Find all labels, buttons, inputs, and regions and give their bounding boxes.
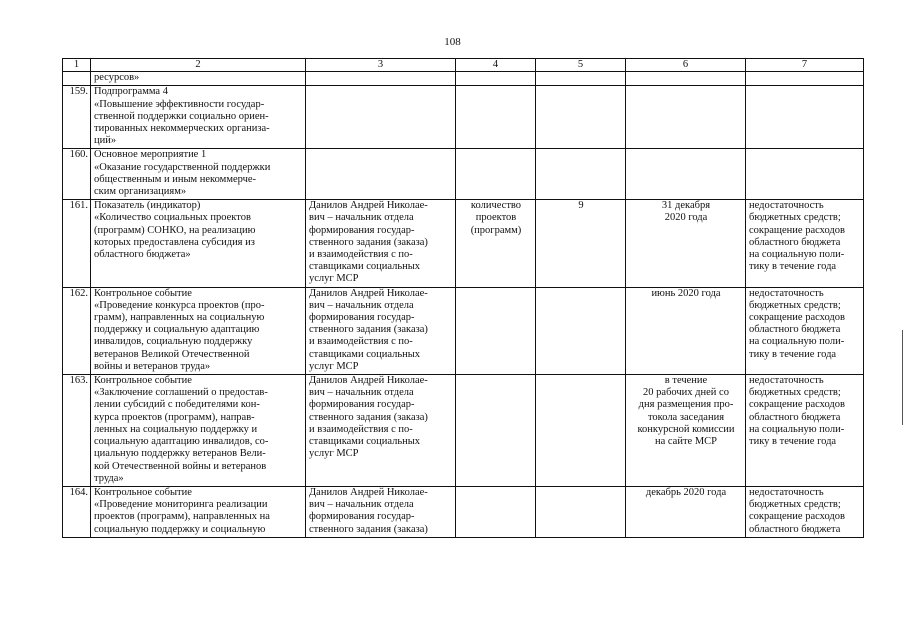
- cell-line: проектов (программ), направленных на: [94, 511, 270, 523]
- cell-line: областного бюджета: [749, 236, 841, 248]
- cell-line: бюджетных средств;: [749, 387, 841, 399]
- deadline-cell: [626, 486, 746, 537]
- cell-line: ставщиками социальных: [309, 261, 421, 273]
- cell-line: вич – начальник отдела: [309, 299, 414, 311]
- cell-line: проектов: [475, 212, 517, 224]
- cell-line: недостаточность: [749, 375, 824, 387]
- row-number-cell: 159.: [63, 86, 91, 149]
- cell-line: формирования государ-: [309, 511, 415, 523]
- cell-line: Основное мероприятие 1: [94, 149, 207, 161]
- cell-line: бюджетных средств;: [749, 299, 841, 311]
- cell-line: количество: [470, 200, 522, 212]
- cell-line: и взаимодействия с по-: [309, 336, 413, 348]
- row-number-cell: 160.: [63, 149, 91, 200]
- cell-line: бюджетных средств;: [749, 499, 841, 511]
- cell-line: «Заключение соглашений о предостав-: [94, 387, 268, 399]
- value-cell: [536, 72, 626, 86]
- cell-line: ственной поддержки социально ориен-: [94, 110, 269, 122]
- table-row: [63, 200, 864, 287]
- risks-cell: [746, 486, 864, 537]
- cell-line: (программ): [470, 224, 522, 236]
- value-cell: [536, 375, 626, 487]
- cell-line: формирования государ-: [309, 224, 415, 236]
- cell-line: вич – начальник отдела: [309, 499, 414, 511]
- cell-line: ским организациям»: [94, 186, 187, 198]
- row-number-cell: 162.: [63, 287, 91, 374]
- value-cell: 9: [536, 200, 626, 287]
- row-number-cell: [63, 72, 91, 86]
- value-cell: [536, 287, 626, 374]
- risks-cell: [746, 149, 864, 200]
- cell-line: которых предоставлена субсидия из: [94, 236, 255, 248]
- deadline-cell: [626, 287, 746, 374]
- cell-line: в течение: [664, 375, 708, 387]
- cell-line: Данилов Андрей Николае-: [309, 486, 428, 498]
- cell-line: инвалидов, социальную поддержку: [94, 336, 253, 348]
- cell-line: услуг МСР: [309, 448, 359, 460]
- column-header: 5: [536, 59, 626, 72]
- cell-line: 31 декабря: [661, 200, 711, 212]
- cell-line: ленных на социальную поддержку и: [94, 423, 258, 435]
- description-cell: [91, 375, 306, 487]
- cell-line: общественным и иным некоммерче-: [94, 173, 257, 185]
- responsible-cell: [306, 287, 456, 374]
- table-row: [63, 149, 864, 200]
- unit-cell: [456, 200, 536, 287]
- deadline-cell: [626, 149, 746, 200]
- cell-line: на социальную поли-: [749, 423, 845, 435]
- value-cell: [536, 149, 626, 200]
- responsible-cell: [306, 72, 456, 86]
- cell-line: «Оказание государственной поддержки: [94, 161, 271, 173]
- cell-line: «Повышение эффективности государ-: [94, 98, 265, 110]
- cell-line: областного бюджета: [749, 523, 841, 535]
- cell-line: лении субсидий с победителями кон-: [94, 399, 260, 411]
- unit-cell: [456, 375, 536, 487]
- cell-line: токола заседания: [647, 411, 725, 423]
- responsible-cell: [306, 375, 456, 487]
- cell-line: ственного задания (заказа): [309, 236, 428, 248]
- cell-line: циальную поддержку ветеранов Вели-: [94, 448, 266, 460]
- cell-line: кой Отечественной войны и ветеранов: [94, 460, 267, 472]
- cell-line: недостаточность: [749, 486, 824, 498]
- responsible-cell: [306, 149, 456, 200]
- cell-line: поддержку и социальную адаптацию: [94, 324, 260, 336]
- scan-edge-mark: [902, 330, 903, 425]
- column-header: 7: [746, 59, 864, 72]
- cell-line: ственного задания (заказа): [309, 324, 428, 336]
- column-number-row: [63, 59, 864, 72]
- column-header: 3: [306, 59, 456, 72]
- column-header: 4: [456, 59, 536, 72]
- description-cell: [91, 200, 306, 287]
- cell-line: конкурсной комиссии: [637, 423, 735, 435]
- unit-cell: [456, 149, 536, 200]
- cell-line: на сайте МСР: [654, 436, 718, 448]
- cell-line: тированных некоммерческих организа-: [94, 123, 270, 135]
- unit-cell: [456, 72, 536, 86]
- cell-line: декабрь 2020 года: [645, 486, 727, 498]
- cell-line: Контрольное событие: [94, 375, 192, 387]
- deadline-cell: [626, 200, 746, 287]
- cell-line: «Проведение мониторинга реализации: [94, 499, 268, 511]
- cell-line: Данилов Андрей Николае-: [309, 200, 428, 212]
- cell-line: услуг МСР: [309, 273, 359, 285]
- description-cell: [91, 287, 306, 374]
- cell-line: формирования государ-: [309, 312, 415, 324]
- cell-line: и взаимодействия с по-: [309, 249, 413, 261]
- responsible-cell: [306, 200, 456, 287]
- cell-line: тику в течение года: [749, 261, 837, 273]
- table-row: [63, 287, 864, 374]
- unit-cell: [456, 287, 536, 374]
- risks-cell: [746, 86, 864, 149]
- value-cell: [536, 86, 626, 149]
- risks-cell: [746, 375, 864, 487]
- cell-line: социальную адаптацию инвалидов, со-: [94, 436, 269, 448]
- cell-line: вич – начальник отдела: [309, 387, 414, 399]
- column-header: 1: [63, 59, 91, 72]
- cell-line: и взаимодействия с по-: [309, 423, 413, 435]
- unit-cell: [456, 486, 536, 537]
- cell-line: сокращение расходов: [749, 224, 845, 236]
- table-row: [63, 72, 864, 86]
- cell-line: ставщиками социальных: [309, 436, 421, 448]
- risks-cell: [746, 287, 864, 374]
- table-row: [63, 375, 864, 487]
- cell-line: услуг МСР: [309, 360, 359, 372]
- cell-line: недостаточность: [749, 200, 824, 212]
- cell-line: сокращение расходов: [749, 312, 845, 324]
- cell-line: недостаточность: [749, 287, 824, 299]
- cell-line: ций»: [94, 135, 117, 147]
- value-cell: [536, 486, 626, 537]
- row-number-cell: 163.: [63, 375, 91, 487]
- deadline-cell: [626, 86, 746, 149]
- cell-line: сокращение расходов: [749, 399, 845, 411]
- responsible-cell: [306, 86, 456, 149]
- deadline-cell: [626, 72, 746, 86]
- plan-table: [62, 58, 864, 538]
- cell-line: курса проектов (программ), направ-: [94, 411, 255, 423]
- column-header: 2: [91, 59, 306, 72]
- cell-line: областного бюджета: [749, 411, 841, 423]
- column-header: 6: [626, 59, 746, 72]
- cell-line: (программ) СОНКО, на реализацию: [94, 224, 256, 236]
- deadline-cell: [626, 375, 746, 487]
- description-cell: [91, 486, 306, 537]
- row-number-cell: 161.: [63, 200, 91, 287]
- cell-line: ветеранов Великой Отечественной: [94, 348, 250, 360]
- cell-line: грамм), направленных на социальную: [94, 312, 265, 324]
- cell-line: Контрольное событие: [94, 486, 192, 498]
- cell-line: ственного задания (заказа): [309, 411, 428, 423]
- cell-line: ственного задания (заказа): [309, 523, 428, 535]
- table-row: [63, 486, 864, 537]
- cell-line: 2020 года: [664, 212, 708, 224]
- page-number: 108: [444, 36, 461, 48]
- cell-line: бюджетных средств;: [749, 212, 841, 224]
- cell-line: Подпрограмма 4: [94, 86, 168, 98]
- risks-cell: [746, 200, 864, 287]
- cell-line: Данилов Андрей Николае-: [309, 287, 428, 299]
- cell-line: тику в течение года: [749, 436, 837, 448]
- cell-line: ресурсов»: [94, 72, 140, 84]
- unit-cell: [456, 86, 536, 149]
- cell-line: Показатель (индикатор): [94, 200, 201, 212]
- cell-line: «Проведение конкурса проектов (про-: [94, 299, 265, 311]
- cell-line: 20 рабочих дней со: [643, 387, 729, 399]
- cell-line: ставщиками социальных: [309, 348, 421, 360]
- cell-line: областного бюджета»: [94, 249, 191, 261]
- row-number-cell: 164.: [63, 486, 91, 537]
- cell-line: на социальную поли-: [749, 249, 845, 261]
- cell-line: труда»: [94, 472, 124, 484]
- cell-line: вич – начальник отдела: [309, 212, 414, 224]
- cell-line: июнь 2020 года: [651, 287, 721, 299]
- cell-line: тику в течение года: [749, 348, 837, 360]
- cell-line: на социальную поли-: [749, 336, 845, 348]
- cell-line: формирования государ-: [309, 399, 415, 411]
- cell-line: войны и ветеранов труда»: [94, 360, 211, 372]
- responsible-cell: [306, 486, 456, 537]
- cell-line: Контрольное событие: [94, 287, 192, 299]
- table-row: [63, 86, 864, 149]
- description-cell: [91, 86, 306, 149]
- cell-line: сокращение расходов: [749, 511, 845, 523]
- description-cell: [91, 149, 306, 200]
- cell-line: Данилов Андрей Николае-: [309, 375, 428, 387]
- description-cell: [91, 72, 306, 86]
- cell-line: социальную поддержку и социальную: [94, 523, 266, 535]
- cell-line: дня размещения про-: [638, 399, 734, 411]
- risks-cell: [746, 72, 864, 86]
- cell-line: областного бюджета: [749, 324, 841, 336]
- cell-line: «Количество социальных проектов: [94, 212, 251, 224]
